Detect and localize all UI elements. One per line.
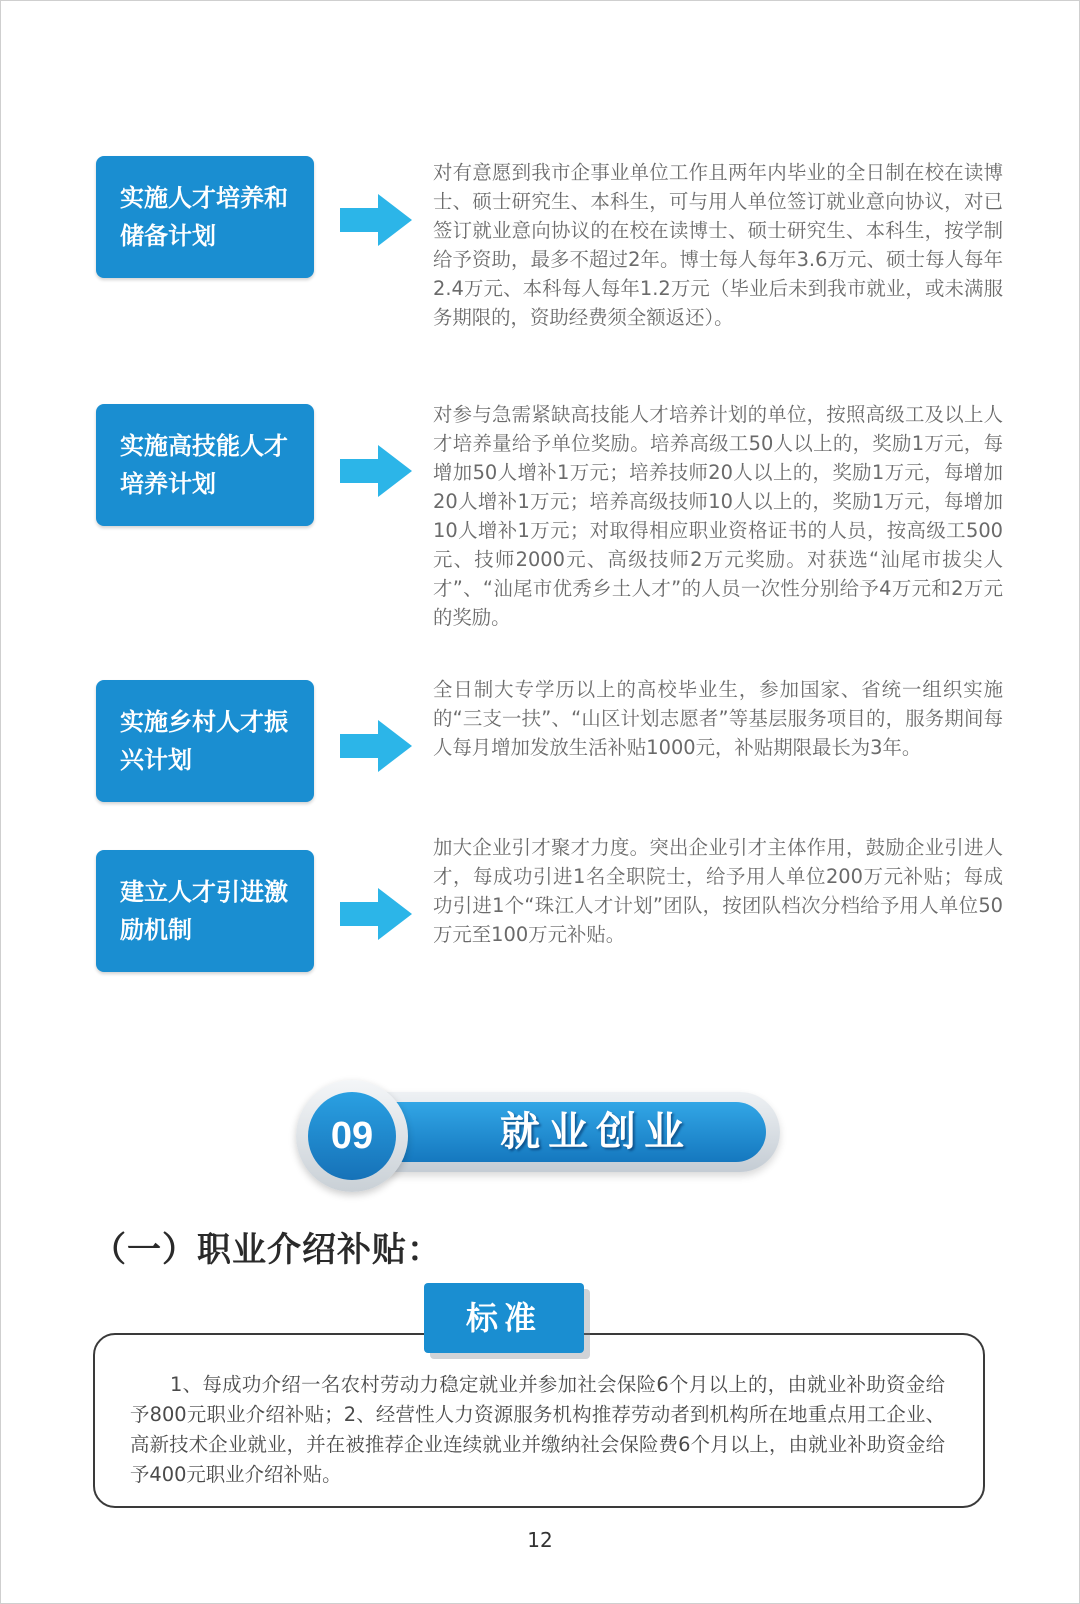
item-label-box-talent-incentive [96,850,314,972]
right-arrow-icon [340,445,412,497]
item-label-box-rural-talent [96,680,314,802]
item-label: 实施人才培养和储备计划 [120,184,288,250]
item-description: 对参与急需紧缺高技能人才培养计划的单位，按照高级工及以上人才培养量给予单位奖励。培养高级工50人以上的，奖励1万元，每增加50人增补1万元；培养技师20人以上的，奖励1万元，每增加20人增补1万元；培养高级技师10人以上的，奖励1万元，每增加10人增补1万元；对取得相应职业资格证书的人员，按高级工500元、技师2000元、高级技师2万元奖励。对获选“汕尾市拔尖人才”、“汕尾市优秀乡土人才”的人员一次性分别给予4万元和2万元的奖励。 [433,403,1003,629]
standard-tab: 标准 [424,1283,584,1353]
section-banner [296,1080,806,1190]
right-arrow-icon [340,720,412,772]
page-number: 12 [527,1528,553,1552]
banner-number-badge [296,1080,408,1192]
item-label: 建立人才引进激励机制 [120,878,288,944]
banner-number: 09 [308,1092,396,1180]
item-label: 实施乡村人才振兴计划 [120,708,288,774]
standard-content: 1、每成功介绍一名农村劳动力稳定就业并参加社会保险6个月以上的，由就业补助资金给予800元职业介绍补贴；2、经营性人力资源服务机构推荐劳动者到机构所在地重点用工企业、高新技术企业就业，并在被推荐企业连续就业并缴纳社会保险费6个月以上，由就业补助资金给予400元职业介绍补贴。 [130,1373,945,1486]
item-description: 全日制大专学历以上的高校毕业生，参加国家、省统一组织实施的“三支一扶”、“山区计划志愿者”等基层服务项目的，服务期间每人每月增加发放生活补贴1000元，补贴期限最长为3年。 [433,678,1003,759]
item-label: 实施高技能人才培养计划 [120,432,288,498]
section-heading: （一）职业介绍补贴： [92,1230,442,1270]
item-label-box-talent-training [96,156,314,278]
banner-title: 就业创业 [500,1109,692,1155]
item-description: 加大企业引才聚才力度。突出企业引才主体作用，鼓励企业引进人才，每成功引进1名全职院士，给予用人单位200万元补贴；每成功引进1个“珠江人才计划”团队，按团队档次分档给予用人单位50万元至100万元补贴。 [433,836,1003,946]
item-label-box-high-skill [96,404,314,526]
right-arrow-icon [340,194,412,246]
item-description: 对有意愿到我市企事业单位工作且两年内毕业的全日制在校在读博士、硕士研究生、本科生，可与用人单位签订就业意向协议，对已签订就业意向协议的在校在读博士、硕士研究生、本科生，按学制给予资助，最多不超过2年。博士每人每年3.6万元、硕士每人每年2.4万元、本科每人每年1.2万元（毕业后未到我市就业，或未满服务期限的，资助经费须全额返还）。 [433,161,1003,329]
right-arrow-icon [340,888,412,940]
